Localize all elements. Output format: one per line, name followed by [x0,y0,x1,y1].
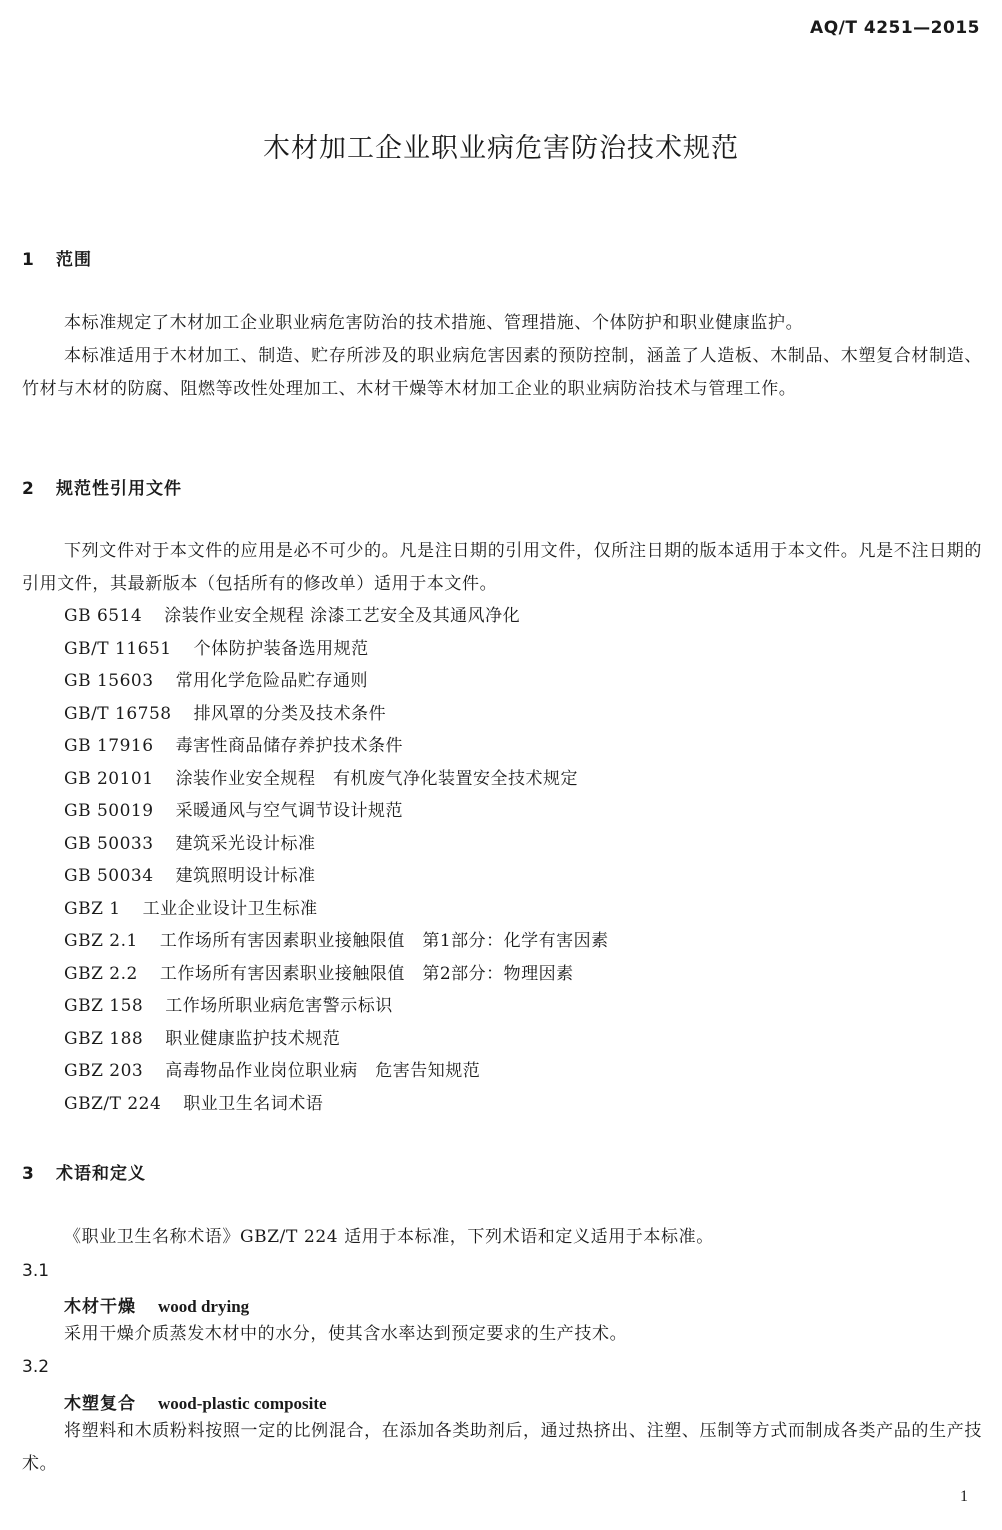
reference-code: GBZ 158 [64,996,144,1016]
section-title: 术语和定义 [56,1164,146,1184]
reference-item [64,925,609,958]
reference-code: GB/T 11651 [64,638,172,659]
scope-paragraph-1: 本标准规定了木材加工企业职业病危害防治的技术措施、管理措施、个体防护和职业健康监护。 [64,313,804,333]
reference-item [64,633,609,666]
reference-item [64,795,609,828]
term-name [64,1292,249,1317]
terms-intro: 《职业卫生名称术语》GBZ/T 224 适用于本标准，下列术语和定义适用于本标准。 [64,1227,714,1247]
reference-item [64,698,609,731]
reference-code: GB/T 16758 [64,703,172,724]
reference-title: 常用化学危险品贮存通则 [175,671,369,691]
term-definition: 采用干燥介质蒸发木材中的水分，使其含水率达到预定要求的生产技术。 [64,1324,628,1344]
reference-title: 建筑采光设计标准 [175,833,316,854]
reference-item [64,730,609,763]
reference-item [64,958,609,991]
section-title: 规范性引用文件 [56,479,182,499]
term-name [64,1389,327,1414]
reference-code: GB 50034 [64,866,154,886]
reference-title: 采暖通风与空气调节设计规范 [175,801,404,821]
reference-title: 个体防护装备选用规范 [193,638,369,659]
reference-code: GB 20101 [64,768,154,789]
reference-item [64,763,609,796]
reference-item [64,828,609,861]
standard-code: AQ/T 4251—2015 [810,18,980,38]
term-definition: 将塑料和木质粉料按照一定的比例混合，在添加各类助剂后，通过热挤出、注塑、压制等方式而制成各类产品的生产技术。 [22,1421,982,1474]
reference-code: GBZ 203 [64,1061,144,1081]
reference-code: GBZ 1 [64,898,121,919]
reference-title: 工业企业设计卫生标准 [142,898,318,919]
term-name-zh: 木塑复合 [64,1394,136,1414]
section-3-heading [22,1159,146,1184]
reference-title: 工作场所有害因素职业接触限值 第1部分：化学有害因素 [159,931,609,951]
reference-title: 涂装作业安全规程 有机废气净化装置安全技术规定 [175,768,579,789]
reference-title: 工作场所有害因素职业接触限值 第2部分：物理因素 [159,963,574,984]
references-intro: 下列文件对于本文件的应用是必不可少的。凡是注日期的引用文件，仅所注日期的版本适用于本文件。凡是不注日期的引用文件，其最新版本（包括所有的修改单）适用于本文件。 [22,541,982,594]
section-title: 范围 [56,250,92,270]
section-1-heading [22,245,92,270]
reference-code: GBZ/T 224 [64,1093,162,1114]
reference-title: 职业卫生名词术语 [183,1093,324,1114]
reference-item [64,1088,609,1121]
reference-title: 职业健康监护技术规范 [165,1028,341,1049]
term-name-zh: 木材干燥 [64,1297,136,1317]
reference-code: GBZ 2.1 [64,931,138,951]
reference-title: 建筑照明设计标准 [175,866,316,886]
page-number: 1 [960,1488,968,1505]
reference-title: 毒害性商品储存养护技术条件 [175,736,404,756]
section-number: 1 [22,250,35,270]
reference-item [64,860,609,893]
reference-code: GBZ 188 [64,1028,144,1049]
section-number: 3 [22,1164,35,1184]
reference-item [64,665,609,698]
scope-paragraph-2: 本标准适用于木材加工、制造、贮存所涉及的职业病危害因素的预防控制，涵盖了人造板、木制品、木塑复合材制造、竹材与木材的防腐、阻燃等改性处理加工、木材干燥等木材加工企业的职业病防治技术与管理工作。 [22,346,982,399]
reference-code: GB 17916 [64,736,154,756]
section-2-heading [22,474,182,499]
normative-references-list [64,600,609,1120]
reference-code: GB 15603 [64,671,154,691]
reference-code: GB 50019 [64,801,154,821]
term-number: 3.1 [22,1261,50,1281]
reference-item [64,1055,609,1088]
reference-code: GB 6514 [64,606,143,626]
term-number: 3.2 [22,1357,50,1377]
reference-code: GB 50033 [64,833,154,854]
reference-item [64,600,609,633]
reference-title: 涂装作业安全规程 涂漆工艺安全及其通风净化 [164,606,521,626]
reference-item [64,1023,609,1056]
reference-title: 排风罩的分类及技术条件 [193,703,387,724]
document-title: 木材加工企业职业病危害防治技术规范 [263,133,739,164]
reference-code: GBZ 2.2 [64,963,138,984]
reference-title: 高毒物品作业岗位职业病 危害告知规范 [165,1061,481,1081]
section-number: 2 [22,479,35,499]
reference-title: 工作场所职业病危害警示标识 [165,996,393,1016]
term-name-en: wood-plastic composite [158,1394,327,1413]
reference-item [64,893,609,926]
reference-item [64,990,609,1023]
term-name-en: wood drying [158,1297,250,1316]
